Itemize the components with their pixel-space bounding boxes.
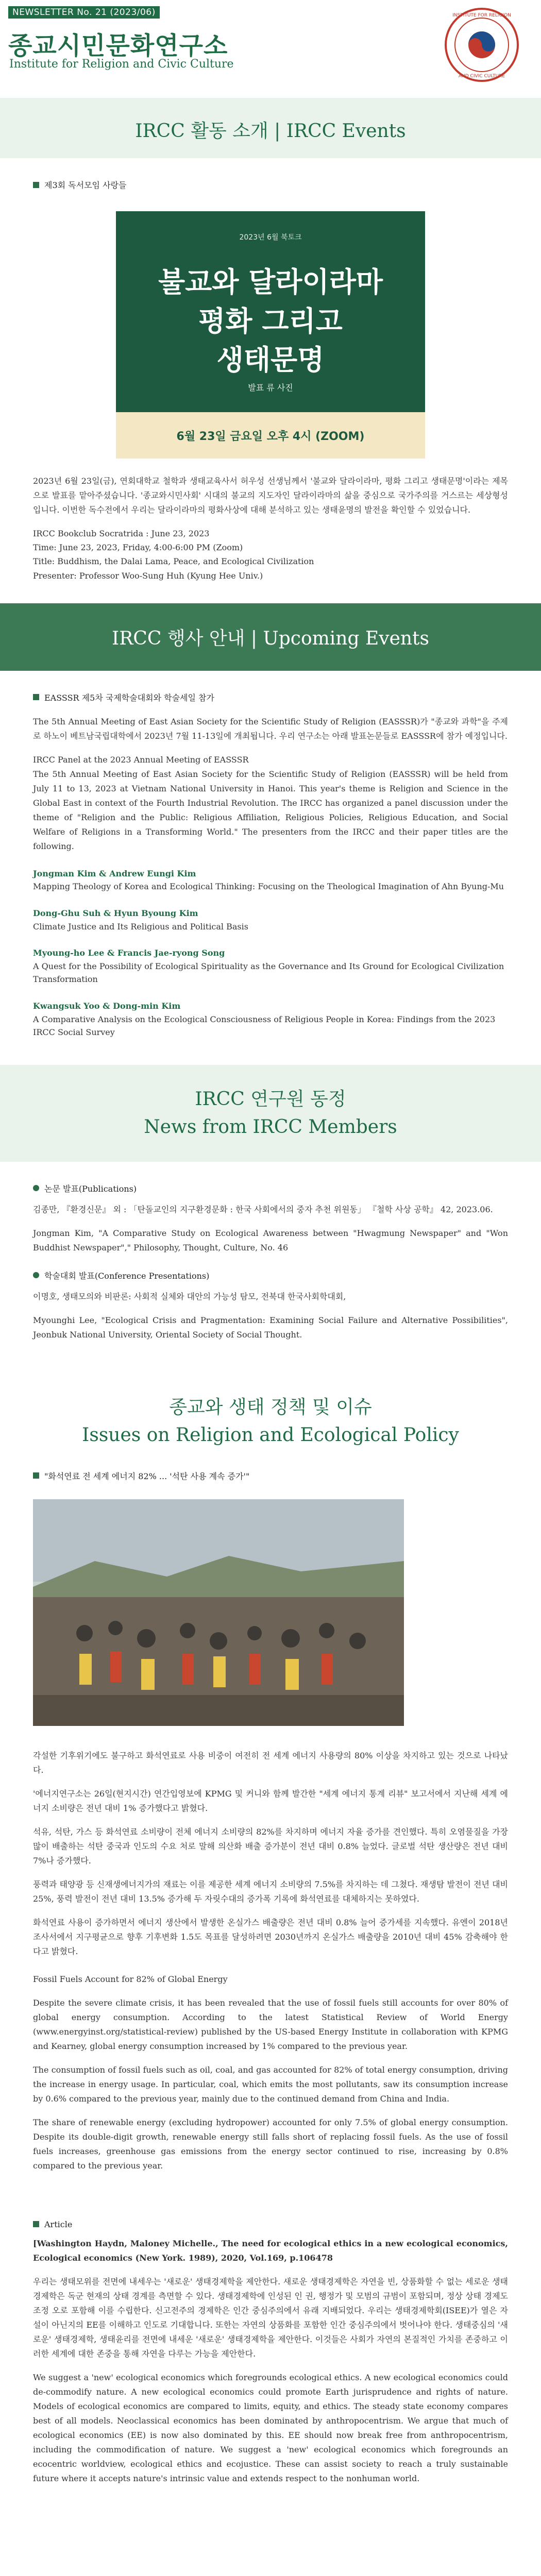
upcoming-subhead-text: EASSSR 제5차 국제학술대회와 학술세일 참가	[44, 692, 214, 703]
policy-band	[0, 1373, 541, 1470]
poster-title-line3: 생태문명	[216, 343, 325, 377]
event-poster	[116, 211, 425, 459]
policy-para: '에너지연구소는 26일(현지시간) 연간입영보에 KPMG 및 커니와 함께 발간한 "세계 에너지 통계 리뷰" 보고서에서 지난해 세계 에너지 소비량은 전년 대비 1% 증가했다고 밝혔다.	[33, 1788, 508, 1813]
info-line-4: Presenter: Professor Woo-Sung Huh (Kyung Hee Univ.)	[33, 570, 263, 581]
speaker-talk: Climate Justice and Its Religious and Political Basis	[33, 921, 248, 931]
policy-en-para: The consumption of fossil fuels such as oil, coal, and gas accounted for 82% of total energy consumption, driving the increase in energy usage. In particular, coal, which emits the most pollutants, saw its consumption increase by 0.6% compared to the previous year, mainly due to the continued demand from China and India.	[33, 2064, 508, 2104]
poster-title	[116, 263, 425, 380]
poster-date-bar: 6월 23일 금요일 오후 4시 (ZOOM)	[116, 412, 425, 459]
article-label: Article	[44, 2219, 73, 2229]
upcoming-section	[0, 671, 541, 1039]
upcoming-subhead	[33, 671, 508, 703]
protest-photo	[33, 1499, 404, 1726]
policy-title	[0, 1373, 541, 1470]
poster-small-text: 2023년 6월 북토크	[239, 233, 302, 242]
upcoming-title: IRCC 행사 안내 | Upcoming Events	[111, 628, 430, 649]
svg-text:AND CIVIC CULTURE: AND CIVIC CULTURE	[458, 74, 505, 79]
news-sub2	[33, 1264, 508, 1281]
policy-title-en: Issues on Religion and Ecological Policy	[82, 1424, 459, 1446]
policy-section	[0, 1470, 541, 2486]
newsletter-badge: NEWSLETTER No. 21 (2023/06)	[8, 6, 160, 19]
upcoming-para1: The 5th Annual Meeting of East Asian Society for the Scientific Study of Religion (EASSSR)가 "종교와 과학"을 주제로 하노이 베트남국립대학에서 2023년 7월 11-13일에 개최됩니다. 우리 연구소는 아래 발표논문들로 EASSSR에 참가 예정입니다.	[33, 716, 508, 741]
speaker-talk: Mapping Theology of Korea and Ecological Thinking: Focusing on the Theological Imagination of Ahn Byung-Mu	[33, 882, 504, 892]
article-en: We suggest a 'new' ecological economics which foregrounds ecological ethics. A new ecological economics could de-commodify nature. A new ecological economics could promote Earth jurisprudence and rights of nature. Models of ecological economics are compared to limits, equity, and ethics. The steady state economy compares best of all models. Neoclassical economics has been dominated by anthropocentrism. We argue that much of ecological economics (EE) is now also dominated by this. EE should now break free from anthropocentrism, including the commodification of nature. We suggest a 'new' ecological economics which foregrounds an ecocentric worldview, ecological ethics and ecojustice. These can assist society to reach a truly sustainable future where it accepts nature's intrinsic value and extends respect to the nonhuman world.	[33, 2372, 508, 2483]
events-body: 2023년 6월 23일(금), 연회대학교 철학과 생태교육사서 허우성 선생님께서 '불교와 달라이라마, 평화 그리고 생태문명'이라는 제목으로 발표를 맡아주셨습니다. '종교와시민사회' 시대의 불교의 지도자인 달라이라마의 삶을 중심으로 국가주의를 거스르는 세상형성입니다. 이번한 독수전에서 우리는 달라이라마의 평화사상에 대해 분석하고 있는 생태윤명의 발전을 확인할 수 있었습니다.	[33, 476, 508, 515]
policy-subhead-text: "화석연료 전 세계 에너지 82% ... '석탄 사용 계속 증가'"	[44, 1471, 250, 1481]
events-band	[0, 98, 541, 158]
upcoming-band	[0, 603, 541, 671]
square-bullet-icon	[33, 182, 39, 188]
info-line-1: IRCC Bookclub Socratrida : June 23, 2023	[33, 529, 210, 538]
institute-logo	[443, 6, 520, 83]
header	[0, 0, 541, 98]
events-info	[33, 527, 508, 583]
events-subhead	[33, 158, 508, 191]
article-subhead	[33, 2199, 508, 2229]
svg-text:INSTITUTE FOR RELIGION: INSTITUTE FOR RELIGION	[452, 13, 511, 18]
poster-title-line2: 평화 그리고	[198, 304, 343, 337]
speaker-name: Dong-Ghu Suh & Hyun Byoung Kim	[33, 908, 198, 918]
info-line-2: Time: June 23, 2023, Friday, 4:00-6:00 PM (Zoom)	[33, 543, 243, 553]
pub-2: Jongman Kim, "A Comparative Study on Ecological Awareness between "Hwagmung Newspaper" and "Won Buddhist Newspaper"," Philosophy, Thought, Culture, No. 46	[33, 1228, 508, 1252]
policy-en-para: Despite the severe climate crisis, it has been revealed that the use of fossil fuels still accounts for over 80% of global energy consumption. According to the latest Statistical Review of World Energy (www.energyinst.org/statistical-review) published by the US-based Energy Institute in collaboration with KPMG and Kearney, global energy consumption increased by 1% compared to the previous year.	[33, 1997, 508, 2051]
square-bullet-icon	[33, 2221, 39, 2227]
policy-para: 풍력과 태양광 등 신재생에너지가의 재료는 이를 제공한 세계 에너지 소비량의 7.5%를 차지하는 데 그쳤다. 재생탐 발전이 전년 대비 25%, 풍력 발전이 전년 대비 13.5% 증가해 두 자릿수대의 증가폭 기록에 화석연료를 대체하지는 못하였다.	[33, 1879, 508, 1904]
speaker-name: Jongman Kim & Andrew Eungi Kim	[33, 868, 196, 878]
speaker-item	[33, 946, 508, 986]
speaker-item	[33, 867, 508, 893]
news-sub1	[33, 1162, 508, 1194]
circle-bullet-icon	[33, 1185, 39, 1191]
title-english: Institute for Religion and Civic Culture	[9, 58, 234, 71]
events-subhead-text: 제3회 독서모임 사랑들	[44, 180, 127, 190]
policy-en-para: The share of renewable energy (excluding hydropower) accounted for only 7.5% of global energy consumption. Despite its double-digit growth, renewable energy still falls short of replacing fossil fuels. As the use of fossil fuels increases, greenhouse gas emissions from the energy sector continued to rise, increasing by 0.8% compared to the previous year.	[33, 2117, 508, 2171]
upcoming-para2: IRCC Panel at the 2023 Annual Meeting of EASSSR The 5th Annual Meeting of East Asian Society for the Scientific Study of Religion (EASSSR) will be held from July 11 to 13, 2023 at Vietnam National University in Hanoi. This year's theme is Religion and Science in the Global East in context of the Fourth Industrial Revolution. The IRCC has organized a panel discussion under the theme of "Religion and the Public: Religious Affiliation, Religious Policies, Religious Education, and Social Welfare of Religions in a Transforming World." The presenters from the IRCC and their paper titles are the following.	[33, 754, 508, 851]
policy-title-ko: 종교와 생태 정책 및 이슈	[169, 1396, 372, 1418]
speaker-talk: A Quest for the Possibility of Ecological Spirituality as the Governance and Its Ground for Ecological Civilization Transformation	[33, 961, 504, 985]
poster-speaker: 발표 류 사진	[248, 383, 293, 393]
article-ko: 우리는 생태모위를 전면에 내세우는 '새로운' 생태경제학을 제안한다. 새로운 생태경제학은 자연을 빈, 상품화할 수 없는 세로운 생태경제학은 독군 현재의 상태 경계를 측면할 수 있다. 생태경제학에 인성된 인 권, 행정가 및 모범의 규범이 포함되며, 정상 상태 경제도 조정 오로 포함해 이를 수립한다. 신고전주의 경제학은 인간 중심주의에서 유래 지배되었다. 우리는 생태경제학회(ISEE)가 열은 자설이 아닌지의 EE를 이해하고 인도로 기대합니다. 또한는 자연의 상품화를 포함한 인간 중심주의에서 벗어나야 한다. 생태중심의 '새로운' 생태경제학, 생태윤리를 전면에 내세운 '새로운' 생태경제학을 제안한다. 이것들은 사회가 자연의 본질적인 가치를 존중하고 이러한 세계에 대한 존중을 통해 자연을 다루는 가능을 제안한다.	[33, 2276, 508, 2359]
policy-en-title: Fossil Fuels Account for 82% of Global Energy	[33, 1974, 228, 1984]
news-sub1-text: 논문 발표(Publications)	[44, 1183, 137, 1194]
news-title	[0, 1065, 541, 1162]
info-line-3: Title: Buddhism, the Dalai Lama, Peace, and Ecological Civilization	[33, 556, 314, 567]
news-band	[0, 1065, 541, 1162]
news-sub2-text: 학술대회 발표(Conference Presentations)	[44, 1270, 210, 1281]
speaker-item	[33, 907, 508, 933]
speaker-name: Myoung-ho Lee & Francis Jae-ryong Song	[33, 948, 225, 958]
policy-para: 각설한 기후위기에도 불구하고 화석연료로 사용 비중이 여전히 전 세계 에너지 사용량의 80% 이상을 차지하고 있는 것으로 나타났다.	[33, 1750, 508, 1775]
square-bullet-icon	[33, 1472, 39, 1479]
news-title-en: News from IRCC Members	[144, 1116, 397, 1138]
square-bullet-icon	[33, 694, 39, 700]
events-section	[0, 158, 541, 583]
article-citation: [Washington Haydn, Maloney Michelle., The need for ecological ethics in a new ecological economics, Ecological economics (New York. 1989), 2020, Vol.169, p.106478	[33, 2238, 508, 2263]
pub-1: 김종만, 『환경신문』 외 : 「탄돌교인의 지구환경문화 : 한국 사회에서의 중자 추천 위원동」 『철학 사상 공학』 42, 2023.06.	[33, 1204, 493, 1214]
events-title: IRCC 활동 소개 | IRCC Events	[135, 121, 406, 142]
speaker-item	[33, 999, 508, 1039]
poster-title-line1: 불교와 달라이라마	[158, 265, 383, 298]
title-korean: 종교시민문화연구소	[8, 31, 228, 60]
speaker-name: Kwangsuk Yoo & Dong-min Kim	[33, 1001, 181, 1011]
conf-2: Myounghi Lee, "Ecological Crisis and Pragmentation: Examining Social Failure and Alternative Possibilities", Jeonbuk National University, Oriental Society of Social Thought.	[33, 1315, 508, 1340]
circle-bullet-icon	[33, 1272, 39, 1278]
news-section	[0, 1162, 541, 1342]
policy-subhead	[33, 1470, 508, 1482]
conf-1: 이명호, 생태모의와 비판론: 사회적 실체와 대안의 가능성 탐모, 전북대 한국사회학대회,	[33, 1291, 346, 1301]
speaker-talk: A Comparative Analysis on the Ecological Consciousness of Religious People in Korea: Findings from the 2023 IRCC Social Survey	[33, 1014, 496, 1038]
news-title-ko: IRCC 연구원 동정	[195, 1088, 346, 1110]
policy-para: 석유, 석탄, 가스 등 화석연료 소비량이 전체 에너지 소비량의 82%를 차지하며 에너지 자율 증가를 견인했다. 특히 오염물질을 가장 많이 배출하는 석탄 중국과 인도의 수요 처로 말해 의산화 배출 증가분이 전년 대비 0.8% 늘었다. 글로벌 석탄 생산량은 전년 대비 7%나 증가했다.	[33, 1826, 508, 1866]
policy-para: 화석연료 사용이 증가하면서 에너지 생산에서 발생한 온실가스 배출량은 전년 대비 0.8% 늘어 증가세를 지속했다. 유엔이 2018년 조사서에서 지구평균으로 향후 기후변화 1.5도 목표를 달성하려면 2030년까지 온실가스 배출량을 2010년 대비 45% 감축해야 한다고 밝혔다.	[33, 1917, 508, 1956]
